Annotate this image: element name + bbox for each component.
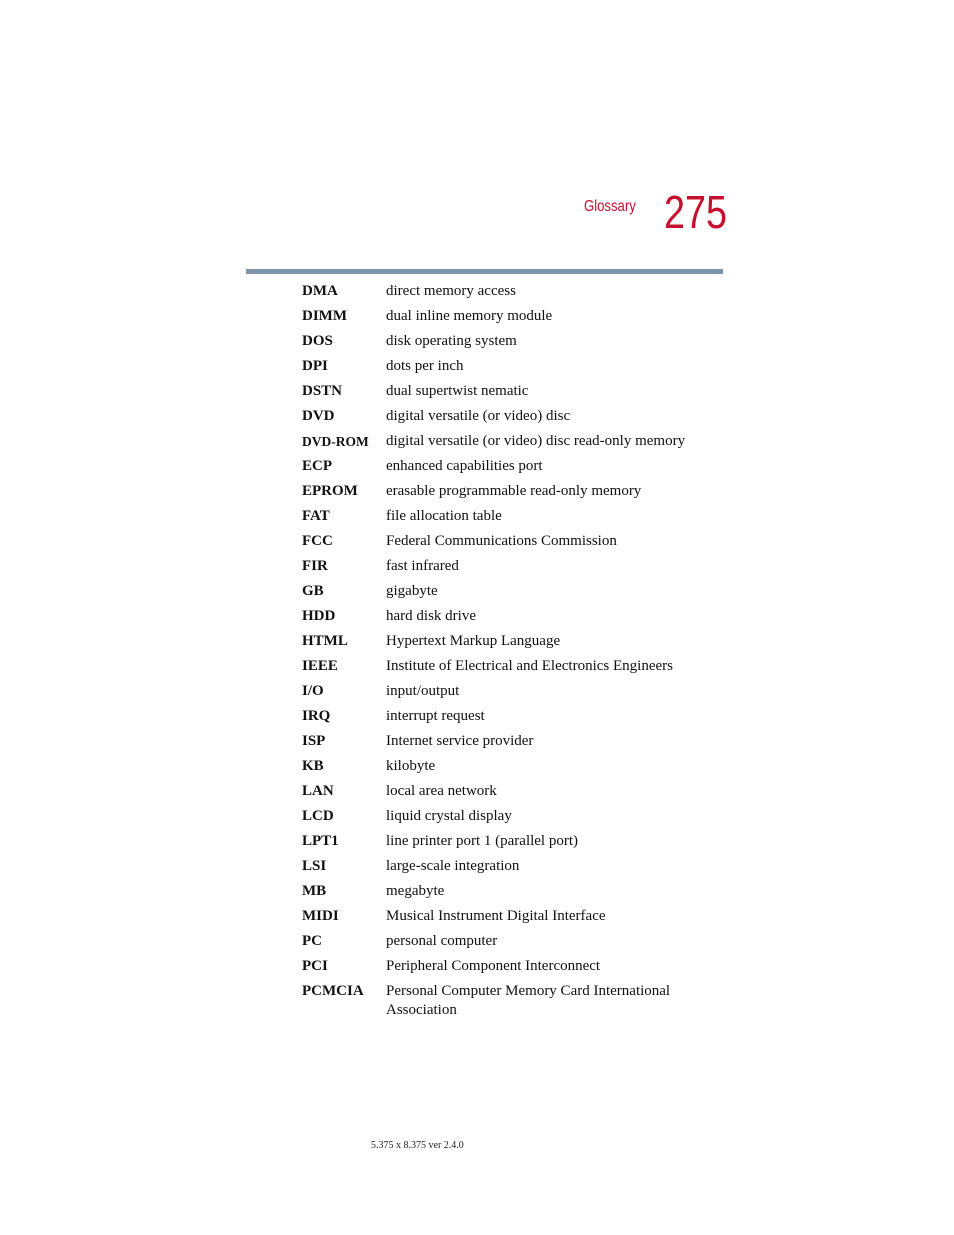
glossary-row bbox=[302, 457, 722, 476]
glossary-term: LSI bbox=[302, 858, 327, 874]
glossary-definition: direct memory access bbox=[386, 283, 516, 299]
glossary-definition: megabyte bbox=[386, 883, 445, 899]
glossary-term: HDD bbox=[302, 608, 336, 624]
glossary-definition: large-scale integration bbox=[386, 858, 520, 874]
glossary-definition: hard disk drive bbox=[386, 608, 476, 624]
glossary-row bbox=[302, 332, 722, 351]
glossary-term: I/O bbox=[302, 683, 324, 699]
glossary-term: PCI bbox=[302, 958, 328, 974]
glossary-row bbox=[302, 307, 722, 326]
glossary-definition: disk operating system bbox=[386, 333, 517, 349]
glossary-term: ISP bbox=[302, 733, 326, 749]
glossary-term: FCC bbox=[302, 533, 333, 549]
glossary-term: HTML bbox=[302, 633, 348, 649]
glossary-definition: Hypertext Markup Language bbox=[386, 633, 561, 649]
glossary-term: DSTN bbox=[302, 383, 343, 399]
glossary-definition: dual inline memory module bbox=[386, 308, 553, 324]
glossary-term: PCMCIA bbox=[302, 983, 364, 999]
glossary-term: MIDI bbox=[302, 908, 339, 924]
glossary-row bbox=[302, 607, 722, 626]
glossary-definition: gigabyte bbox=[386, 583, 438, 599]
glossary-row bbox=[302, 832, 722, 851]
glossary-row bbox=[302, 882, 722, 901]
glossary-row bbox=[302, 982, 722, 1020]
glossary-row bbox=[302, 707, 722, 726]
glossary-term: IEEE bbox=[302, 658, 338, 674]
glossary-row bbox=[302, 732, 722, 751]
glossary-term: DVD bbox=[302, 408, 335, 424]
glossary-definition: local area network bbox=[386, 783, 497, 799]
glossary-row bbox=[302, 282, 722, 301]
glossary-definition: enhanced capabilities port bbox=[386, 458, 543, 474]
glossary-definition: erasable programmable read-only memory bbox=[386, 483, 642, 499]
glossary-row bbox=[302, 757, 722, 776]
glossary-term: EPROM bbox=[302, 483, 358, 499]
footer-version: 5.375 x 8.375 ver 2.4.0 bbox=[371, 1140, 464, 1151]
glossary-term: DMA bbox=[302, 283, 338, 299]
glossary-definition: liquid crystal display bbox=[386, 808, 512, 824]
glossary-term: PC bbox=[302, 933, 322, 949]
glossary-term: FIR bbox=[302, 558, 328, 574]
glossary-row bbox=[302, 407, 722, 426]
glossary-definition: Federal Communications Commission bbox=[386, 533, 617, 549]
glossary-definition: Musical Instrument Digital Interface bbox=[386, 908, 606, 924]
glossary-row bbox=[302, 782, 722, 801]
glossary-definition: digital versatile (or video) disc read-only memory bbox=[386, 433, 686, 449]
glossary-definition: input/output bbox=[386, 683, 460, 699]
glossary-term: KB bbox=[302, 758, 324, 774]
glossary-term: FAT bbox=[302, 508, 330, 524]
glossary-term: LAN bbox=[302, 783, 334, 799]
glossary-row bbox=[302, 957, 722, 976]
header-rule bbox=[246, 269, 723, 274]
glossary-row bbox=[302, 432, 722, 451]
glossary-row bbox=[302, 357, 722, 376]
glossary-definition: interrupt request bbox=[386, 708, 485, 724]
glossary-definition: Peripheral Component Interconnect bbox=[386, 958, 601, 974]
glossary-row bbox=[302, 382, 722, 401]
glossary-row bbox=[302, 507, 722, 526]
glossary-definition: dual supertwist nematic bbox=[386, 383, 529, 399]
glossary-term: ECP bbox=[302, 458, 332, 474]
glossary-term: MB bbox=[302, 883, 327, 899]
glossary-row bbox=[302, 582, 722, 601]
page-number: 275 bbox=[664, 186, 727, 238]
glossary-term: LCD bbox=[302, 808, 334, 824]
glossary-row bbox=[302, 682, 722, 701]
glossary-term: DOS bbox=[302, 333, 333, 349]
glossary-definition: Institute of Electrical and Electronics Engineers bbox=[386, 658, 673, 674]
glossary-row bbox=[302, 657, 722, 676]
glossary-term: DVD-ROM bbox=[302, 434, 369, 449]
glossary-row bbox=[302, 532, 722, 551]
glossary-row bbox=[302, 632, 722, 651]
glossary-term: DPI bbox=[302, 358, 328, 374]
glossary-term: LPT1 bbox=[302, 833, 339, 849]
glossary-definition: Internet service provider bbox=[386, 733, 534, 749]
glossary-row bbox=[302, 807, 722, 826]
glossary-row bbox=[302, 907, 722, 926]
glossary-term: GB bbox=[302, 583, 324, 599]
glossary-row bbox=[302, 482, 722, 501]
glossary-definition: dots per inch bbox=[386, 358, 464, 374]
glossary-row bbox=[302, 857, 722, 876]
section-title: Glossary bbox=[584, 198, 636, 215]
glossary-row bbox=[302, 932, 722, 951]
glossary-definition: line printer port 1 (parallel port) bbox=[386, 833, 579, 849]
glossary-term: IRQ bbox=[302, 708, 331, 724]
glossary-definition: kilobyte bbox=[386, 758, 436, 774]
glossary-definition: fast infrared bbox=[386, 558, 459, 574]
glossary-definition: Personal Computer Memory Card International Association bbox=[386, 983, 671, 1018]
glossary-list bbox=[302, 282, 722, 1026]
glossary-row bbox=[302, 557, 722, 576]
glossary-term: DIMM bbox=[302, 308, 347, 324]
glossary-definition: digital versatile (or video) disc bbox=[386, 408, 571, 424]
glossary-definition: file allocation table bbox=[386, 508, 502, 524]
glossary-definition: personal computer bbox=[386, 933, 498, 949]
